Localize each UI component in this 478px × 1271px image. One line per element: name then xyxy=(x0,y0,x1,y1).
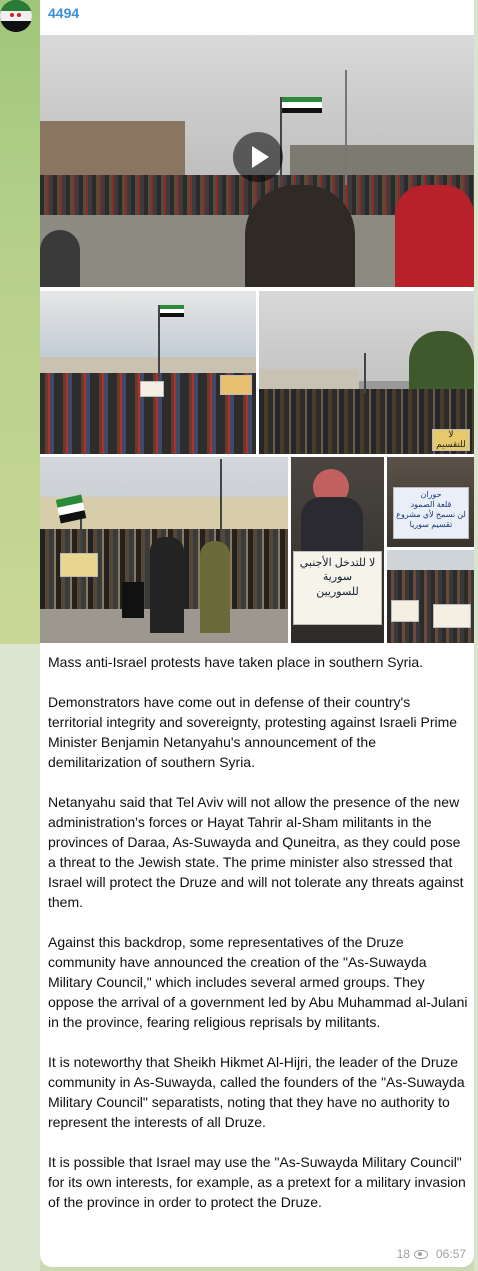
photo-protest-2[interactable] xyxy=(40,291,256,454)
message-paragraph: It is possible that Israel may use the "As-Suwayda Military Council" for its own interests, for example, as a pretext for a military invasion of the province in order to protect the Druze. xyxy=(48,1154,466,1210)
message-paragraph: Netanyahu said that Tel Aviv will not allow the presence of the new administration's forces or Hayat Tahrir al-Sham militants in the provinces of Daraa, As-Suwayda and Quneitra, as they could pose a threat to the Jewish state. The prime minister also stressed that Israel will protect the Druze and will not tolerate any threats against them. xyxy=(48,794,464,910)
photo-sign-holder[interactable] xyxy=(291,457,384,643)
photo-sign-banner[interactable] xyxy=(387,457,474,547)
message-paragraph: Mass anti-Israel protests have taken place in southern Syria. xyxy=(48,654,424,670)
protest-sign: لا للتدخل الأجنبي سورية للسوريين xyxy=(293,551,382,625)
video-thumbnail[interactable] xyxy=(40,35,474,287)
message-text xyxy=(48,652,468,1232)
view-count: 18 xyxy=(396,1247,410,1261)
protest-banner: حوران قلعة الصمود لن نسمح لأي مشروع تقسيم سوريا xyxy=(393,487,469,539)
channel-name[interactable]: 4494 xyxy=(48,5,80,21)
photo-protest-4[interactable] xyxy=(40,457,288,643)
message-meta xyxy=(397,1247,466,1261)
syrian-flag-icon xyxy=(282,97,322,113)
message-paragraph: Demonstrators have come out in defense of their country's territorial integrity and sovereignty, protesting against Israeli Prime Minister Benjamin Netanyahu's announcement of the demilitarization of southern Syria. xyxy=(48,694,458,770)
photo-protest-5[interactable] xyxy=(387,550,474,643)
channel-avatar[interactable] xyxy=(0,0,32,32)
chat-wallpaper-right xyxy=(474,0,478,1271)
message-time: 06:57 xyxy=(435,1247,466,1261)
message-paragraph: It is noteworthy that Sheikh Hikmet Al-Hijri, the leader of the Druze community in As-Suwayda, called the founders of the "As-Suwayda Military Council" separatists, noting that they have no authority to represent the interests of all Druze. xyxy=(48,1054,465,1130)
eye-icon xyxy=(414,1250,428,1259)
message-bubble xyxy=(40,0,474,1267)
syrian-flag-icon xyxy=(160,305,184,317)
photo-protest-3[interactable]: لا للتقسيم xyxy=(259,291,474,454)
chat-wallpaper xyxy=(0,0,40,644)
message-paragraph: Against this backdrop, some representatives of the Druze community have announced the creation of the "As-Suwayda Military Council," which includes several armed groups. They oppose the arrival of a government led by Abu Muhammad al-Julani in the province, fearing religious reprisals by militants. xyxy=(48,934,468,1030)
chat-wallpaper-lower xyxy=(0,644,40,1271)
play-button[interactable] xyxy=(233,132,283,182)
